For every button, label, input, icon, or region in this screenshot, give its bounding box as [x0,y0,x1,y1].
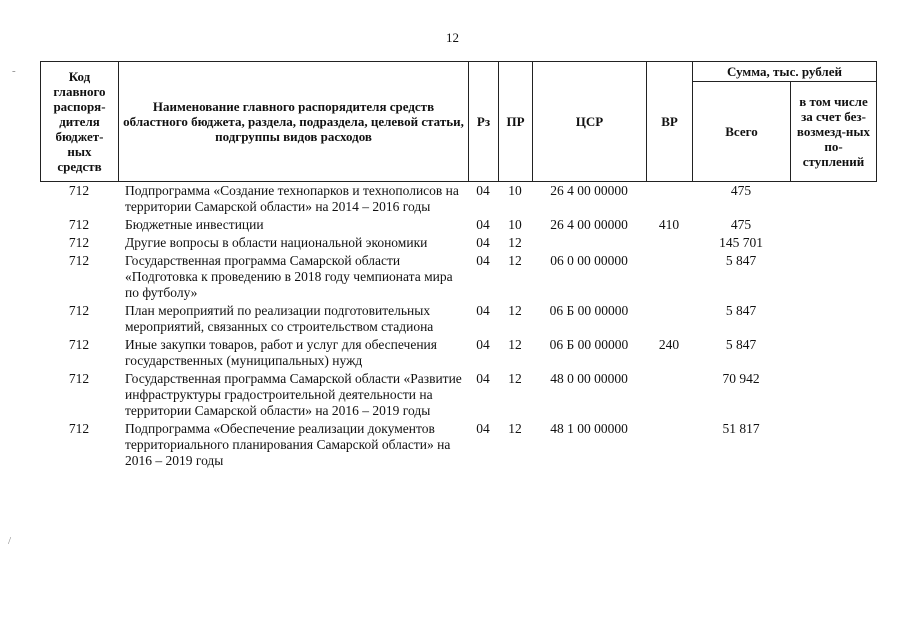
row-incl [790,253,876,303]
table-row [40,235,876,253]
table-row [40,303,876,337]
row-rz: 04 [476,235,490,250]
row-csr: 06 0 00 00000 [550,253,628,268]
page-number: 12 [446,30,459,45]
row-incl [790,421,876,471]
header-sum: Сумма, тыс. рублей [693,62,877,82]
row-csr: 06 Б 00 00000 [549,337,629,352]
row-incl [790,337,876,371]
row-total: 70 942 [722,371,760,386]
row-rz: 04 [476,337,490,352]
row-vr [646,371,692,421]
table-row [40,217,876,235]
row-name: Иные закупки товаров, работ и услуг для обеспечения государственных (муниципальных) нужд [125,337,437,368]
row-total: 475 [730,183,752,198]
header-code: Код главного распоря-дителя бюджет-ных средств [41,62,119,182]
table-row [40,371,876,421]
row-vr [646,235,692,253]
row-rz: 04 [476,183,490,198]
row-pr: 12 [508,235,522,250]
row-csr: 48 0 00 00000 [550,371,628,386]
row-code: 712 [68,371,90,386]
row-rz: 04 [476,421,490,436]
row-name: Подпрограмма «Создание технопарков и технополисов на территории Самарской области» на 2014 – 2016 годы [125,183,459,214]
scan-mark: - [12,65,16,77]
row-total: 51 817 [722,421,760,436]
row-vr [646,183,692,217]
data-table [40,183,876,471]
row-name: Подпрограмма «Обеспечение реализации документов территориального планирования Самарской области» на 2016 – 2019 годы [125,421,451,468]
row-incl [790,183,876,217]
row-pr: 10 [508,217,522,232]
table-header [40,61,877,182]
row-rz: 04 [476,253,490,268]
table-row [40,421,876,471]
row-incl [790,217,876,235]
row-pr: 12 [508,337,522,352]
row-name: Государственная программа Самарской области «Развитие инфраструктуры градостроительной деятельности на территории Самарской области» на 2016 – 2019 годы [125,371,462,418]
header-csr: ЦСР [533,62,647,182]
row-vr [646,253,692,303]
row-code: 712 [68,303,90,318]
row-code: 712 [68,337,90,352]
row-pr: 12 [508,303,522,318]
row-rz: 04 [476,303,490,318]
row-total: 475 [730,217,752,232]
row-incl [790,303,876,337]
row-pr: 12 [508,253,522,268]
row-csr [532,235,646,253]
row-incl [790,371,876,421]
row-code: 712 [68,183,90,198]
row-vr [646,421,692,471]
row-csr: 26 4 00 00000 [550,217,628,232]
table-row [40,337,876,371]
row-csr: 06 Б 00 00000 [549,303,629,318]
row-rz: 04 [476,217,490,232]
table-row [40,183,876,217]
header-rz: Рз [469,62,499,182]
scan-mark: / [8,535,12,547]
row-total: 5 847 [725,253,757,268]
row-pr: 12 [508,371,522,386]
row-total: 5 847 [725,303,757,318]
row-vr [646,303,692,337]
row-code: 712 [68,421,90,436]
row-csr: 48 1 00 00000 [550,421,628,436]
row-rz: 04 [476,371,490,386]
table-row [40,253,876,303]
row-name: План мероприятий по реализации подготовительных мероприятий, связанных со строительством стадиона [125,303,434,334]
row-csr: 26 4 00 00000 [550,183,628,198]
header-vr: ВР [647,62,693,182]
row-name: Бюджетные инвестиции [125,217,264,232]
row-name: Другие вопросы в области национальной экономики [125,235,428,250]
row-incl [790,235,876,253]
header-total: Всего [693,82,791,182]
row-pr: 10 [508,183,522,198]
row-name: Государственная программа Самарской области «Подготовка к проведению в 2018 году чемпионата мира по футболу» [125,253,453,300]
header-name: Наименование главного распорядителя средств областного бюджета, раздела, подраздела, целевой статьи, подгруппы видов расходов [119,62,469,182]
header-incl: в том числе за счет без-возмезд-ных по-ступлений [791,82,877,182]
row-total: 5 847 [725,337,757,352]
row-vr: 240 [658,337,680,352]
row-pr: 12 [508,421,522,436]
row-code: 712 [68,253,90,268]
row-total: 145 701 [719,235,763,250]
row-code: 712 [68,235,90,250]
row-vr: 410 [658,217,680,232]
header-pr: ПР [499,62,533,182]
row-code: 712 [68,217,90,232]
